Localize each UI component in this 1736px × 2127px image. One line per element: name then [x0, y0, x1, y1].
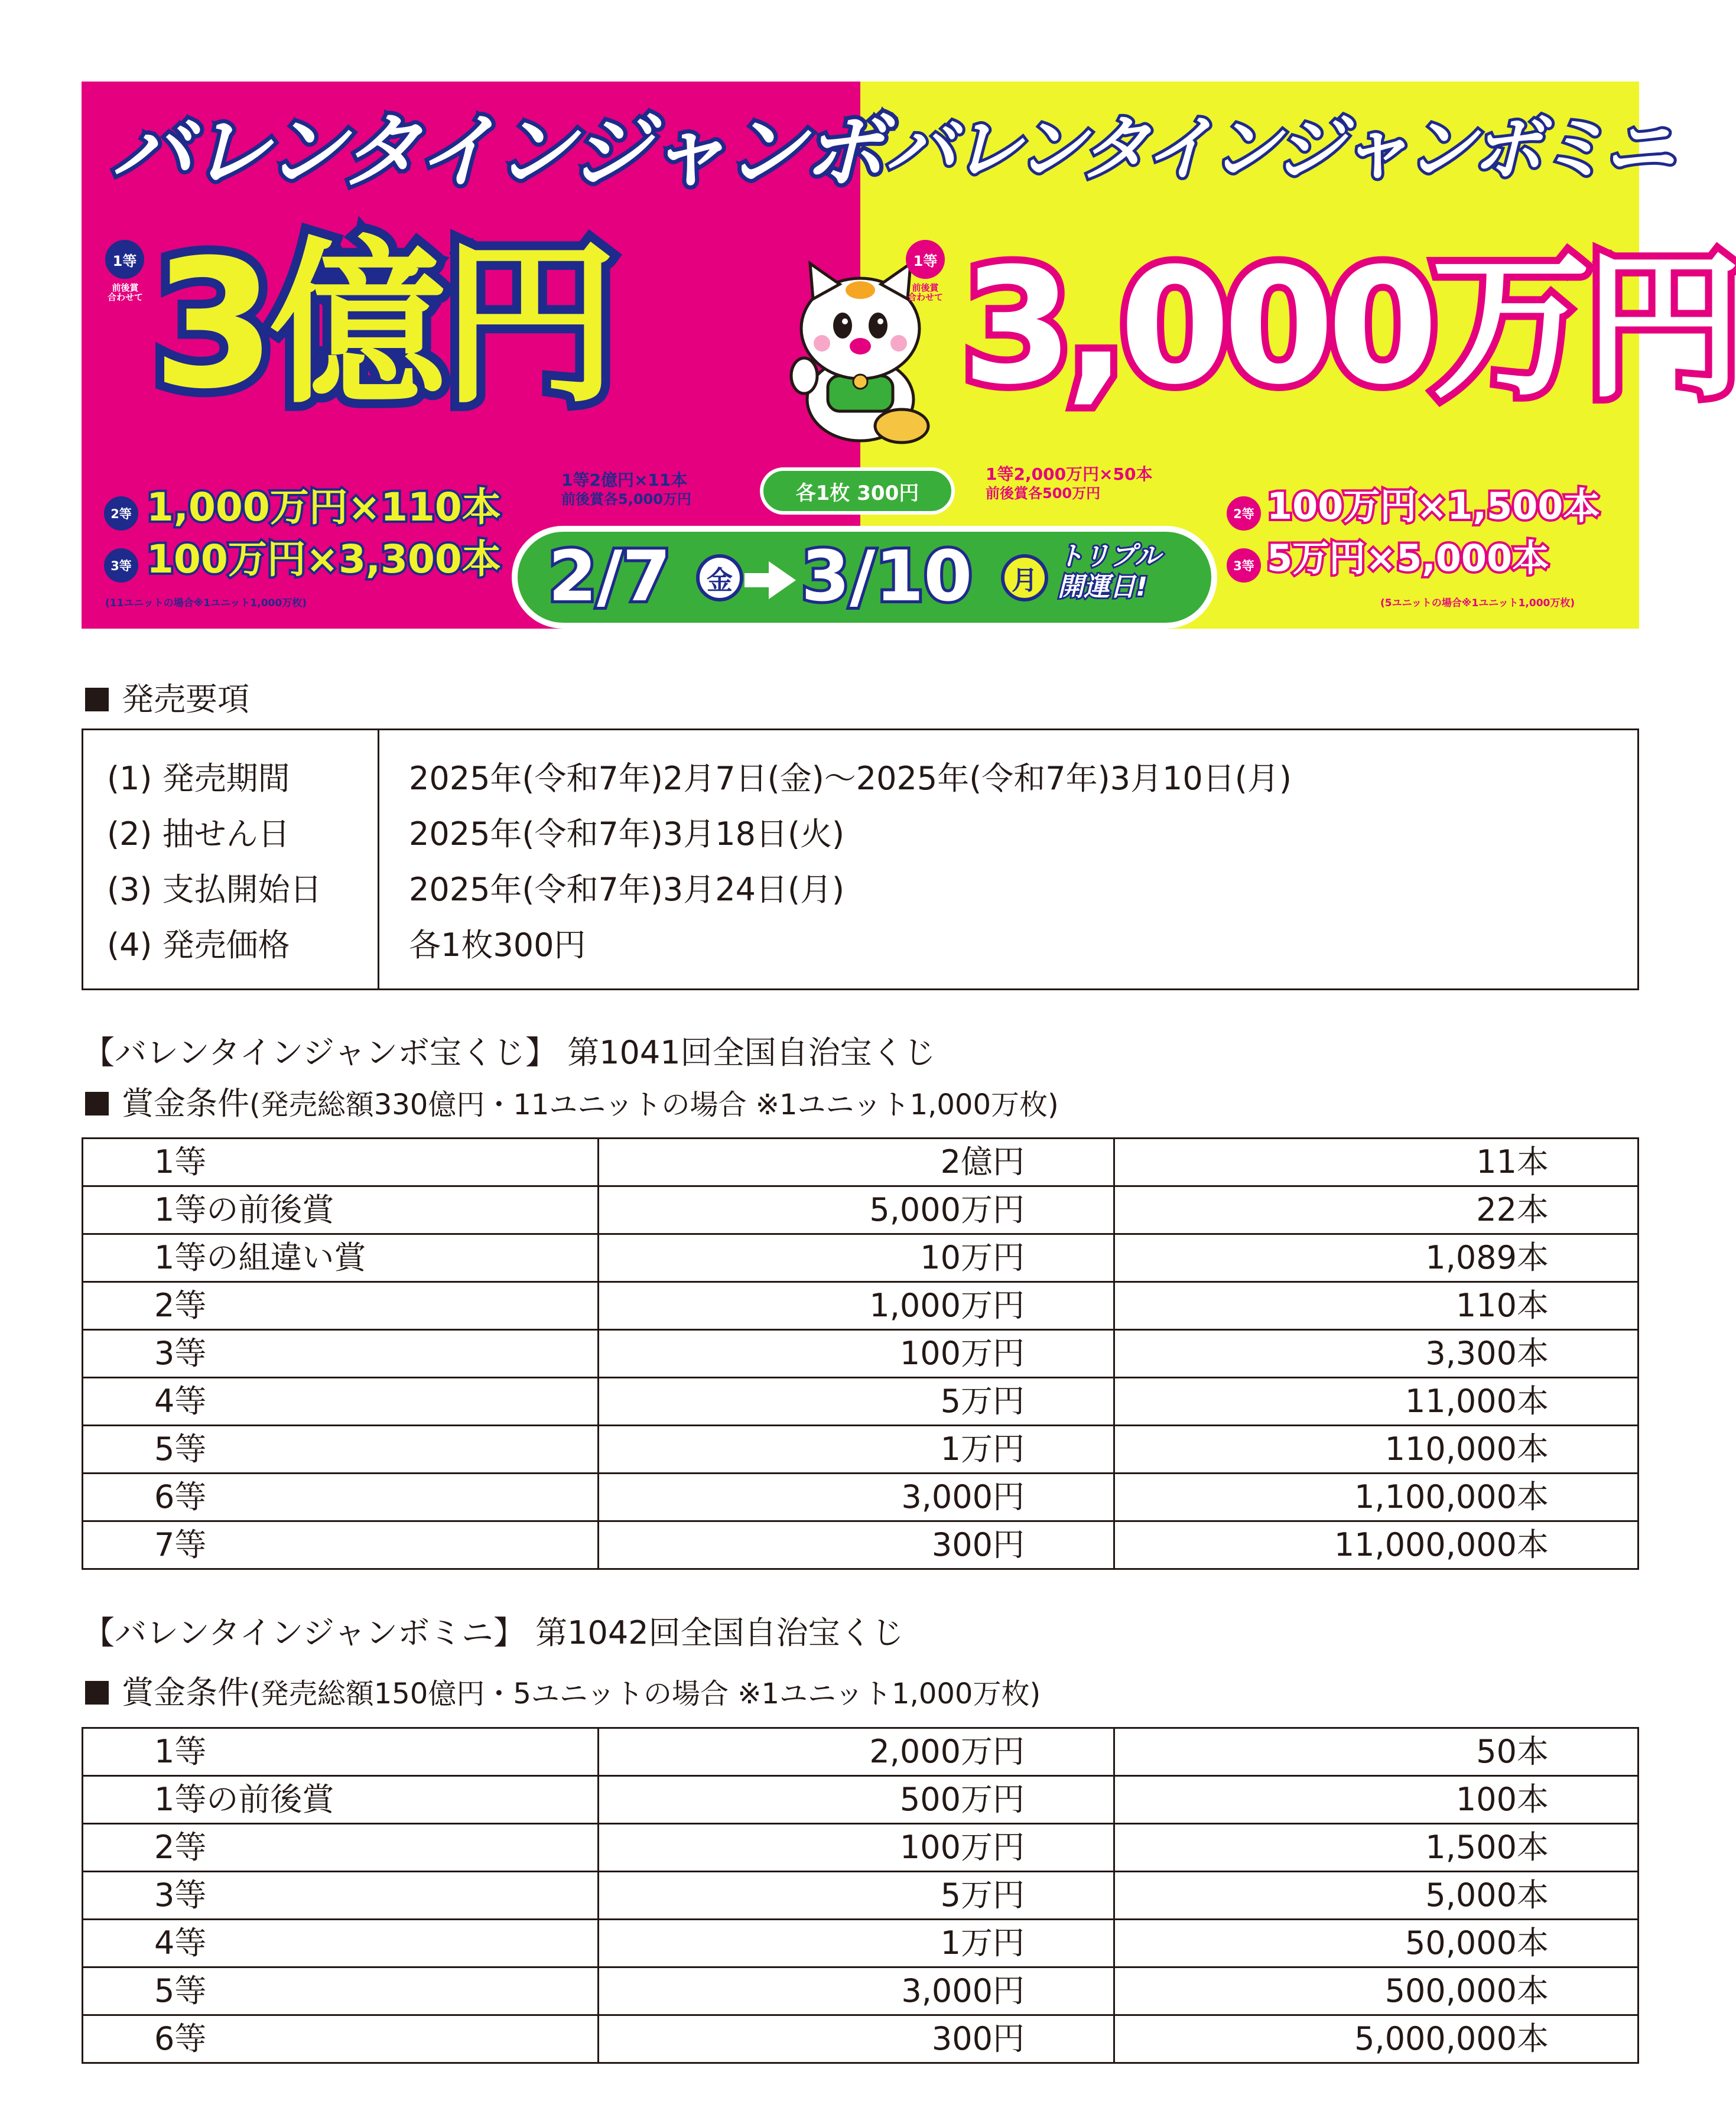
- prize-grade: 2等: [83, 1824, 599, 1872]
- table-row: [83, 1186, 1639, 1234]
- prize-count: 110,000本: [1114, 1426, 1639, 1474]
- sales-heading: [85, 681, 249, 718]
- prize-amount: 3,000円: [599, 1474, 1114, 1521]
- prize-amount: 100万円: [599, 1824, 1114, 1872]
- prize-grade: 1等の前後賞: [83, 1186, 599, 1234]
- table-row: [83, 1872, 1639, 1920]
- table-row: [83, 1824, 1639, 1872]
- mini-first-badge: 1等: [906, 240, 945, 279]
- table-row: [83, 1776, 1639, 1824]
- sales-label: (4) 発売価格: [107, 926, 290, 964]
- mini-detail-line2: 前後賞各500万円: [986, 485, 1101, 502]
- table-row: [83, 1521, 1639, 1569]
- sales-value: 2025年(令和7年)2月7日(金)〜2025年(令和7年)3月10日(月): [409, 760, 1292, 797]
- triple-lucky-line1: トリプル: [1058, 541, 1161, 571]
- jumbo-first-note: 前後賞 合わせて: [108, 282, 144, 303]
- jumbo-prize-table: [82, 1137, 1639, 1570]
- mini-title: バレンタインジャンボミニ: [885, 108, 1670, 190]
- prize-count: 110本: [1114, 1282, 1639, 1330]
- prize-count: 5,000,000本: [1114, 2015, 1639, 2063]
- sales-value: 2025年(令和7年)3月18日(火): [409, 815, 845, 853]
- arrow-right-icon: [769, 561, 796, 599]
- mini-unit-note: (5ユニットの場合※1ユニット1,000万枚): [1380, 597, 1575, 609]
- date-end: 3/10: [801, 535, 973, 617]
- mini-series-title: 【バレンタインジャンボミニ】 第1042回全国自治宝くじ: [83, 1614, 904, 1651]
- prize-grade: 1等: [83, 1139, 599, 1186]
- jumbo-prize-heading-note: (発売総額330億円・11ユニットの場合 ※1ユニット1,000万枚): [249, 1088, 1059, 1121]
- table-row: [83, 1967, 1639, 2015]
- mini-detail-line1: 1等2,000万円×50本: [986, 464, 1153, 484]
- prize-grade: 6等: [83, 1474, 599, 1521]
- prize-count: 11,000,000本: [1114, 1521, 1639, 1569]
- mini-prize-table: [82, 1727, 1639, 2064]
- jumbo-title: バレンタインジャンボ: [111, 104, 881, 199]
- price-pill: 各1枚 300円: [760, 467, 955, 515]
- jumbo-first-badge: 1等: [105, 240, 144, 279]
- prize-grade: 3等: [83, 1872, 599, 1920]
- mini-second-badge: 2等: [1227, 496, 1261, 531]
- prize-grade: 1等の前後賞: [83, 1776, 599, 1824]
- prize-count: 50本: [1114, 1728, 1639, 1776]
- mini-second-prize: 100万円×1,500本: [1267, 484, 1600, 528]
- prize-amount: 300円: [599, 1521, 1114, 1569]
- jumbo-unit-note: (11ユニットの場合※1ユニット1,000万枚): [105, 597, 307, 609]
- sales-heading-text: 発売要項: [122, 681, 249, 718]
- prize-amount: 5万円: [599, 1378, 1114, 1426]
- prize-grade: 4等: [83, 1378, 599, 1426]
- prize-count: 1,100,000本: [1114, 1474, 1639, 1521]
- date-start-day: 金: [696, 554, 743, 601]
- table-row: [83, 1474, 1639, 1521]
- prize-count: 1,500本: [1114, 1824, 1639, 1872]
- prize-count: 11,000本: [1114, 1378, 1639, 1426]
- prize-grade: 3等: [83, 1330, 599, 1378]
- table-row: [83, 1920, 1639, 1967]
- jumbo-second-badge: 2等: [104, 496, 138, 531]
- date-end-day: 月: [1001, 554, 1048, 601]
- sales-row: [83, 806, 1637, 862]
- table-row: [83, 1139, 1639, 1186]
- square-bullet-icon: [85, 688, 109, 711]
- jumbo-second-prize: 1,000万円×110本: [147, 484, 501, 530]
- square-bullet-icon: [85, 1092, 109, 1115]
- table-row: [83, 1728, 1639, 1776]
- prize-amount: 2億円: [599, 1139, 1114, 1186]
- jumbo-third-badge: 3等: [104, 548, 138, 583]
- square-bullet-icon: [85, 1681, 109, 1705]
- prize-grade: 4等: [83, 1920, 599, 1967]
- triple-lucky-line2: 開運日!: [1058, 572, 1148, 602]
- mini-prize-heading: [85, 1674, 1041, 1711]
- sales-label: (2) 抽せん日: [107, 815, 290, 853]
- table-row: [83, 1378, 1639, 1426]
- mini-third-prize: 5万円×5,000本: [1267, 536, 1549, 580]
- prize-count: 22本: [1114, 1186, 1639, 1234]
- prize-grade: 1等: [83, 1728, 599, 1776]
- jumbo-first-amount: 3億円: [152, 222, 613, 428]
- mini-first-note: 前後賞 合わせて: [908, 282, 944, 303]
- mini-third-badge: 3等: [1227, 548, 1261, 583]
- prize-count: 5,000本: [1114, 1872, 1639, 1920]
- sales-value: 各1枚300円: [409, 926, 586, 964]
- prize-amount: 5,000万円: [599, 1186, 1114, 1234]
- jumbo-prize-heading: [85, 1085, 1059, 1122]
- sales-label: (3) 支払開始日: [107, 871, 322, 908]
- prize-amount: 300円: [599, 2015, 1114, 2063]
- sales-value: 2025年(令和7年)3月24日(月): [409, 871, 845, 908]
- prize-grade: 5等: [83, 1426, 599, 1474]
- prize-amount: 100万円: [599, 1330, 1114, 1378]
- prize-count: 500,000本: [1114, 1967, 1639, 2015]
- prize-amount: 500万円: [599, 1776, 1114, 1824]
- jumbo-prize-heading-text: 賞金条件: [122, 1085, 249, 1122]
- sales-label: (1) 発売期間: [107, 760, 290, 797]
- prize-amount: 3,000円: [599, 1967, 1114, 2015]
- prize-grade: 5等: [83, 1967, 599, 2015]
- prize-grade: 2等: [83, 1282, 599, 1330]
- prize-count: 3,300本: [1114, 1330, 1639, 1378]
- jumbo-third-prize: 100万円×3,300本: [147, 536, 501, 582]
- prize-count: 50,000本: [1114, 1920, 1639, 1967]
- prize-amount: 10万円: [599, 1234, 1114, 1282]
- table-row: [83, 1426, 1639, 1474]
- prize-amount: 1,000万円: [599, 1282, 1114, 1330]
- prize-grade: 6等: [83, 2015, 599, 2063]
- sales-row: [83, 750, 1637, 806]
- prize-amount: 1万円: [599, 1426, 1114, 1474]
- table-row: [83, 1234, 1639, 1282]
- prize-amount: 1万円: [599, 1920, 1114, 1967]
- table-row: [83, 1330, 1639, 1378]
- jumbo-series-title: 【バレンタインジャンボ宝くじ】 第1041回全国自治宝くじ: [83, 1034, 936, 1071]
- prize-amount: 5万円: [599, 1872, 1114, 1920]
- jumbo-detail-line2: 前後賞各5,000万円: [561, 491, 691, 508]
- prize-grade: 7等: [83, 1521, 599, 1569]
- promo-banner: [82, 82, 1736, 629]
- mini-first-amount: 3,000万円: [962, 233, 1736, 419]
- prize-count: 1,089本: [1114, 1234, 1639, 1282]
- date-start: 2/7: [548, 535, 671, 617]
- prize-count: 11本: [1114, 1139, 1639, 1186]
- prize-count: 100本: [1114, 1776, 1639, 1824]
- jumbo-detail-line1: 1等2億円×11本: [561, 470, 688, 490]
- sales-row: [83, 861, 1637, 918]
- sales-row: [83, 917, 1637, 973]
- prize-amount: 2,000万円: [599, 1728, 1114, 1776]
- prize-grade: 1等の組違い賞: [83, 1234, 599, 1282]
- table-row: [83, 1282, 1639, 1330]
- table-row: [83, 2015, 1639, 2063]
- sales-info-box: [82, 728, 1639, 990]
- mini-prize-heading-text: 賞金条件: [122, 1674, 249, 1711]
- mini-prize-heading-note: (発売総額150億円・5ユニットの場合 ※1ユニット1,000万枚): [249, 1677, 1041, 1710]
